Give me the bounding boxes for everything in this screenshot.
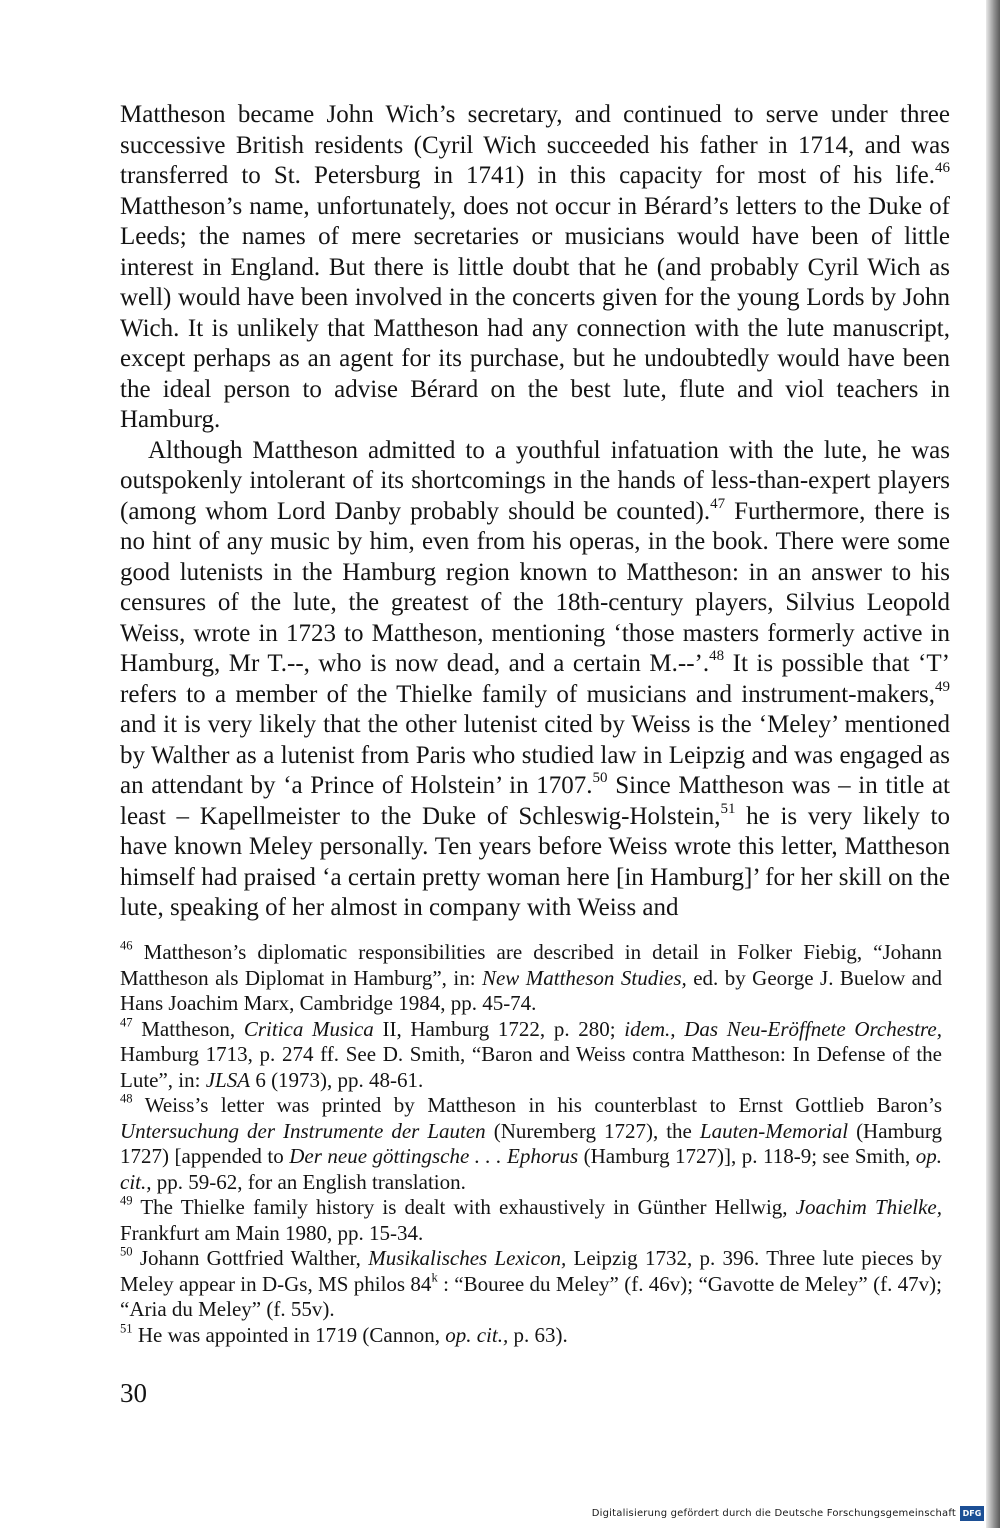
paragraph — [120, 436, 950, 924]
text-run: Although Mattheson admitted to a youthful infatuation with the lute, he was outspokenly intolerant of its shortcomings in the hands of less-than-expert players (among whom Lord Danby probably should be counted). — [120, 436, 950, 525]
footnote-reference: 51 — [720, 800, 736, 817]
italic-text: New Mattheson Studies, — [481, 965, 687, 990]
text-run: Since Mattheson was – in title at least – Kapellmeister to the Duke of Schleswig-Holstein, — [120, 772, 950, 830]
text-run: 6 (1973), pp. 48-61. — [250, 1067, 424, 1092]
text-run: (Hamburg 1727)], p. 118-9; see Smith, — [578, 1144, 916, 1168]
text-run: Leipzig 1732, p. 396. Three lute pieces by Meley appear in D-Gs, MS philos 84 — [120, 1246, 942, 1296]
footnote-reference: 47 — [120, 1015, 133, 1030]
footnote — [120, 1246, 942, 1323]
text-run: p. 63). — [508, 1322, 568, 1347]
footnote-reference: 47 — [710, 495, 726, 512]
text-run: ed. by George J. Buelow and Hans Joachim Marx, Cambridge 1984, pp. 45-74. — [120, 965, 943, 1015]
text-run: It is possible that ‘T’ refers to a member of the Thielke family of musicians and instrument-makers, — [120, 650, 950, 708]
italic-text: Der neue göttingsche . . . Ephorus — [289, 1144, 579, 1168]
scan-page-edge — [986, 0, 1000, 1528]
footnote-reference: 46 — [935, 159, 950, 176]
footnote-reference: 48 — [709, 647, 725, 664]
footnote-reference: 49 — [120, 1193, 133, 1208]
text-run: II, Hamburg 1722, p. 280; — [373, 1016, 625, 1041]
body-text — [120, 100, 950, 924]
text-run: Furthermore, there is no hint of any music by him, even from his operas, in the book. There were some good lutenists in the Hamburg region known to Mattheson: in an answer to his censures of the lute, the greatest of the 18th-century players, Silvius Leopold Weiss, wrote in 1723 to Mattheson, mentioning ‘those masters formerly active in Hamburg, Mr T.--, who is now dead, and a certain M.--’. — [120, 497, 950, 677]
dfg-logo: DFG — [960, 1506, 984, 1521]
text-run: Hamburg 1713, p. 274 ff. See D. Smith, “Baron and Weiss contra Mattheson: In Defense of the Lute”, in: — [120, 1042, 942, 1092]
italic-text: op. cit., — [445, 1322, 509, 1347]
page-number: 30 — [120, 1378, 147, 1408]
italic-text: Lauten-Memorial — [699, 1118, 849, 1143]
text-run: Mattheson became John Wich’s secretary, and continued to serve under three successive British residents (Cyril Wich succeeded his father in 1714, and was transferred to St. Petersburg in 1741) in this capacity for most of his life. — [120, 101, 950, 189]
italic-text: Musikalisches Lexicon, — [368, 1246, 567, 1270]
text-run: Frankfurt am Main 1980, pp. 15-34. — [120, 1220, 424, 1245]
italic-text: Joachim Thielke, — [795, 1195, 943, 1219]
text-run: Johann Gottfried Walther, — [132, 1246, 369, 1270]
italic-text: JLSA — [205, 1067, 251, 1092]
footnote — [120, 1323, 942, 1349]
text-run: (Hamburg 1727) [appended to — [120, 1118, 942, 1168]
text-run: Mattheson, — [132, 1016, 244, 1041]
paragraph — [120, 100, 950, 436]
text-run: The Thielke family history is dealt with exhaustively in Günther Hellwig, — [132, 1195, 796, 1219]
footnote-reference: 50 — [592, 769, 608, 786]
footnote-reference: k — [431, 1270, 438, 1285]
italic-text: Critica Musica — [243, 1016, 374, 1041]
footnote — [120, 940, 942, 1017]
text-run: pp. 59-62, for an English translation. — [151, 1169, 466, 1194]
text-run: Mattheson’s diplomatic responsibilities are described in detail in Folker Fiebig, “Johann Mattheson als Diplomat in Hamburg”, in: — [120, 940, 942, 990]
text-run: : “Bouree du Meley” (f. 46v); “Gavotte de Meley” (f. 47v); “Aria du Meley” (f. 55v). — [120, 1271, 942, 1321]
text-run: he is very likely to have known Meley personally. Ten years before Weiss wrote this letter, Mattheson himself had praised ‘a certain pretty woman here [in Hamburg]’ for her skill on the lute, speaking of her almost in company with Weiss and — [120, 802, 951, 921]
footnote — [120, 1195, 942, 1246]
digitization-notice: Digitalisierung gefördert durch die Deutsche Forschungsgemeinschaft — [591, 1508, 956, 1519]
text-run: Weiss’s letter was printed by Mattheson in his counterblast to Ernst Gottlieb Baron’s — [132, 1093, 942, 1117]
footnote-reference: 48 — [120, 1091, 133, 1106]
footnote-reference: 46 — [120, 938, 133, 953]
footnotes — [120, 940, 942, 1348]
text-run: and it is very likely that the other lutenist cited by Weiss is the ‘Meley’ mentioned by Walther as a lutenist from Paris who studied law in Leipzig and was engaged as an attendant by ‘a Prince of Holstein’ in 1707. — [120, 711, 950, 799]
italic-text: idem., Das Neu-Eröffnete Orchestre, — [624, 1016, 942, 1041]
footnote-reference: 50 — [120, 1244, 133, 1259]
footnote-reference: 49 — [935, 678, 950, 695]
text-run: (Nuremberg 1727), the — [485, 1118, 700, 1143]
text-run: Mattheson’s name, unfortunately, does not occur in Bérard’s letters to the Duke of Leeds; the names of mere secretaries or musicians would have been of little interest in England. But there is little doubt that he (and probably Cyril Wich as well) would have been involved in the concerts given for the young Lords by John Wich. It is unlikely that Mattheson had any connection with the lute manuscript, except perhaps as an agent for its purchase, but he undoubtedly would have been the ideal person to advise Bérard on the best lute, flute and viol teachers in Hamburg. — [120, 192, 950, 433]
text-run: He was appointed in 1719 (Cannon, — [132, 1322, 446, 1347]
footnote — [120, 1093, 942, 1195]
italic-text: op. cit., — [120, 1144, 942, 1194]
italic-text: Untersuchung der Instrumente der Lauten — [120, 1118, 486, 1143]
footnote-reference: 51 — [120, 1321, 133, 1336]
footnote — [120, 1017, 942, 1094]
